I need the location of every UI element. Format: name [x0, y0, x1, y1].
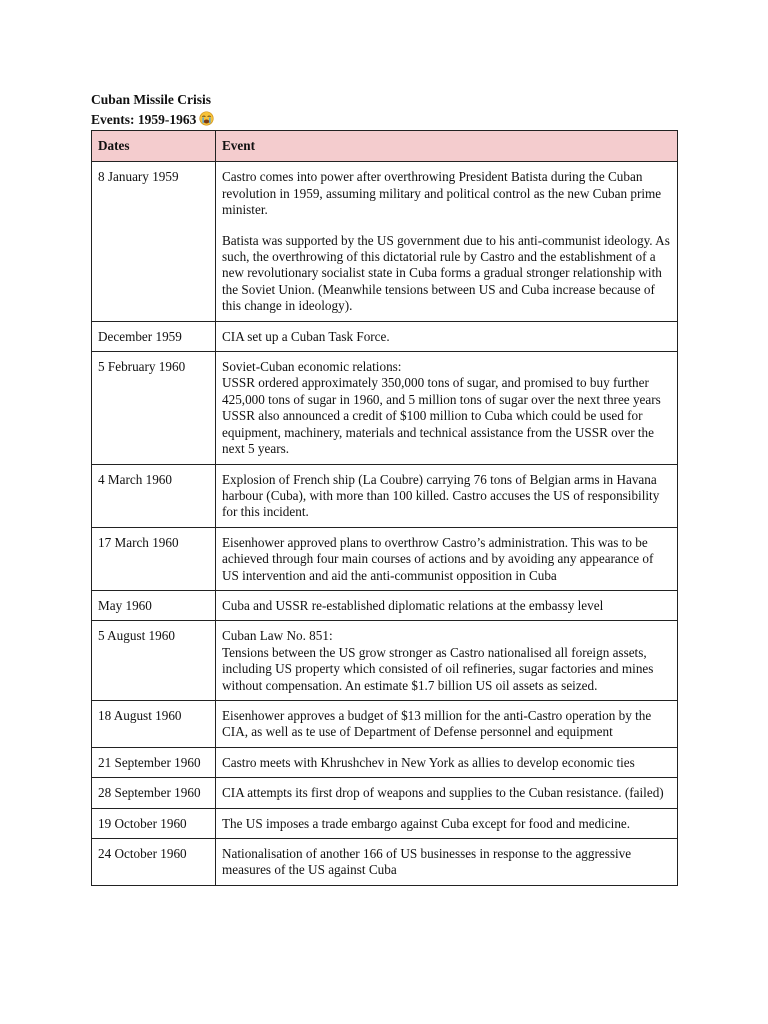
row-event	[216, 590, 678, 620]
table-row	[92, 352, 678, 464]
table-row	[92, 778, 678, 808]
row-event	[216, 808, 678, 838]
document-subtitle	[91, 110, 678, 130]
event-paragraph: USSR ordered approximately 350,000 tons of sugar, and promised to buy further 425,000 tons of sugar in 1960, and 5 million tons of sugar over the next three years	[222, 375, 661, 407]
table-row	[92, 808, 678, 838]
document-page	[91, 90, 678, 886]
event-paragraph: Nationalisation of another 166 of US businesses in response to the aggressive measures of the US against Cuba	[222, 846, 632, 878]
row-date: 8 January 1959	[92, 162, 216, 321]
row-event	[216, 162, 678, 321]
row-date: 28 September 1960	[92, 778, 216, 808]
event-paragraph: Castro meets with Khrushchev in New York as allies to develop economic ties	[222, 754, 635, 770]
row-date: 4 March 1960	[92, 464, 216, 527]
table-body	[92, 162, 678, 885]
event-paragraph: Soviet-Cuban economic relations:	[222, 359, 402, 375]
table-row	[92, 590, 678, 620]
row-date: 18 August 1960	[92, 700, 216, 747]
event-paragraph: Cuba and USSR re-established diplomatic relations at the embassy level	[222, 597, 604, 613]
row-date: 5 August 1960	[92, 621, 216, 701]
row-event	[216, 839, 678, 886]
table-row	[92, 464, 678, 527]
row-event	[216, 747, 678, 777]
event-paragraph: CIA set up a Cuban Task Force.	[222, 328, 390, 344]
document-title: Cuban Missile Crisis	[91, 92, 212, 107]
header-dates: Dates	[92, 131, 216, 162]
row-date: December 1959	[92, 321, 216, 351]
table-row	[92, 700, 678, 747]
table-row	[92, 527, 678, 590]
table-row	[92, 321, 678, 351]
row-event	[216, 527, 678, 590]
event-paragraph: Explosion of French ship (La Coubre) carrying 76 tons of Belgian arms in Havana harbour (Cuba), with more than 100 killed. Castro accuses the US of responsibility for this incident.	[222, 471, 660, 520]
row-date: May 1960	[92, 590, 216, 620]
row-event	[216, 321, 678, 351]
row-date: 19 October 1960	[92, 808, 216, 838]
event-paragraph: Castro comes into power after overthrowing President Batista during the Cuban revolution in 1959, assuming military and political control as the new Cuban prime minister.	[222, 169, 662, 218]
event-paragraph: The US imposes a trade embargo against Cuba except for food and medicine.	[222, 815, 631, 831]
table-row	[92, 162, 678, 321]
row-date: 17 March 1960	[92, 527, 216, 590]
table-header-row	[92, 131, 678, 162]
event-paragraph: Cuban Law No. 851:	[222, 628, 333, 644]
event-paragraph: Eisenhower approves a budget of $13 million for the anti-Castro operation by the CIA, as well as te use of Department of Defense personnel and equipment	[222, 707, 652, 740]
table-row	[92, 747, 678, 777]
events-table	[91, 130, 678, 886]
row-event	[216, 700, 678, 747]
row-event	[216, 352, 678, 464]
table-row	[92, 839, 678, 886]
row-date: 5 February 1960	[92, 352, 216, 464]
row-date: 24 October 1960	[92, 839, 216, 886]
row-event	[216, 464, 678, 527]
event-paragraph: Batista was supported by the US government due to his anti-communist ideology. As such, the overthrowing of this dictatorial rule by Castro and the establishment of a new revolutionary socialist state in Cuba forms a gradual stronger relationship with the Soviet Union. (Meanwhile tensions between US and Cuba increase because of this change in ideology).	[222, 232, 670, 314]
row-event	[216, 621, 678, 701]
event-paragraph: CIA attempts its first drop of weapons and supplies to the Cuban resistance. (failed)	[222, 785, 664, 801]
crying-face-icon	[199, 111, 214, 126]
row-event	[216, 778, 678, 808]
event-paragraph: USSR also announced a credit of $100 million to Cuba which could be used for equipment, machinery, materials and technical assistance from the USSR over the next 5 years.	[222, 408, 654, 457]
row-date: 21 September 1960	[92, 747, 216, 777]
subtitle-text: Events: 1959-1963	[91, 112, 197, 127]
event-paragraph: Tensions between the US grow stronger as Castro nationalised all foreign assets, including US property which consisted of oil refineries, sugar factories and mines without compensation. An estimate $1.7 billion US oil assets as seized.	[222, 644, 654, 693]
event-paragraph: Eisenhower approved plans to overthrow Castro’s administration. This was to be achieved through four main courses of actions and by avoiding any appearance of US intervention and aid the anti-communist opposition in Cuba	[222, 534, 654, 583]
table-row	[92, 621, 678, 701]
header-event: Event	[216, 131, 678, 162]
